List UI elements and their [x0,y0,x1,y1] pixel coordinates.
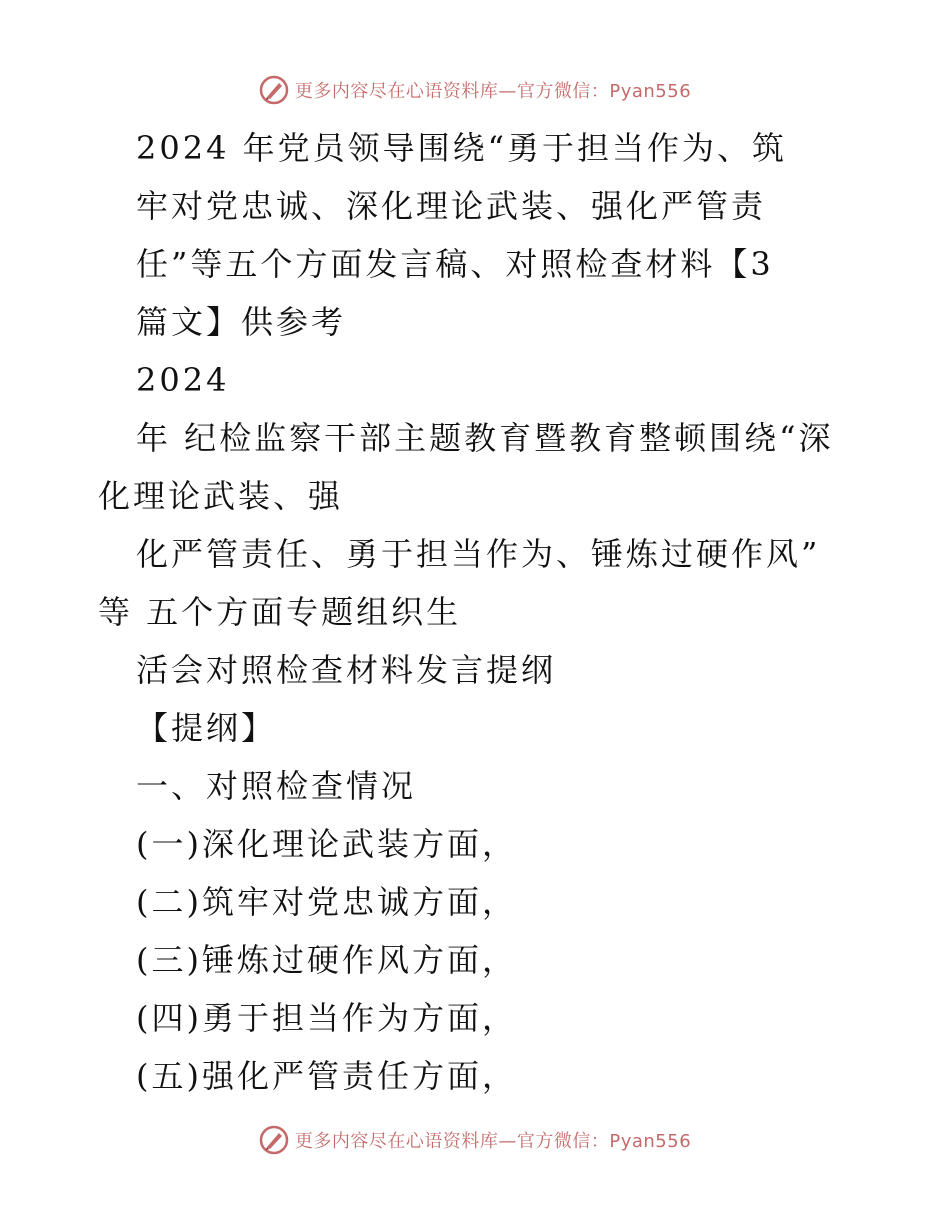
logo-icon [259,75,289,105]
subtitle-line-4: 化严管责任、勇于担当作为、锤炼过硬作风” [136,535,821,573]
outline-heading: 【提纲】 [136,709,277,747]
section-heading-1: 一、对照检查情况 [136,767,417,805]
subtitle-line-6: 活会对照检查材料发言提纲 [136,651,557,689]
outline-item-4: (四)勇于担当作为方面， [136,999,517,1037]
subtitle-line-3: 化理论武装、强 [98,477,344,515]
title-line-2: 牢对党忠诚、深化理论武装、强化严管责 [136,187,767,225]
watermark-footer [0,1122,950,1158]
subtitle-line-1: 2024 [136,361,230,399]
logo-icon [259,1125,289,1155]
outline-item-1: (一)深化理论武装方面， [136,825,517,863]
title-line-1: 2024 年党员领导围绕“勇于担当作为、筑 [136,129,787,167]
title-line-4: 篇文】供参考 [136,303,347,341]
subtitle-line-5: 等 五个方面专题组织生 [98,593,462,631]
outline-item-5: (五)强化严管责任方面， [136,1057,517,1095]
watermark-text: 更多内容尽在心语资料库—官方微信：Pyan556 [294,1131,692,1152]
watermark-header [0,72,950,108]
watermark-text: 更多内容尽在心语资料库—官方微信：Pyan556 [294,81,692,102]
subtitle-line-2: 年 纪检监察干部主题教育暨教育整顿围绕“深 [136,419,834,457]
outline-item-3: (三)锤炼过硬作风方面， [136,941,517,979]
title-line-3: 任”等五个方面发言稿、对照检查材料【3 [136,245,774,283]
outline-item-2: (二)筑牢对党忠诚方面， [136,883,517,921]
